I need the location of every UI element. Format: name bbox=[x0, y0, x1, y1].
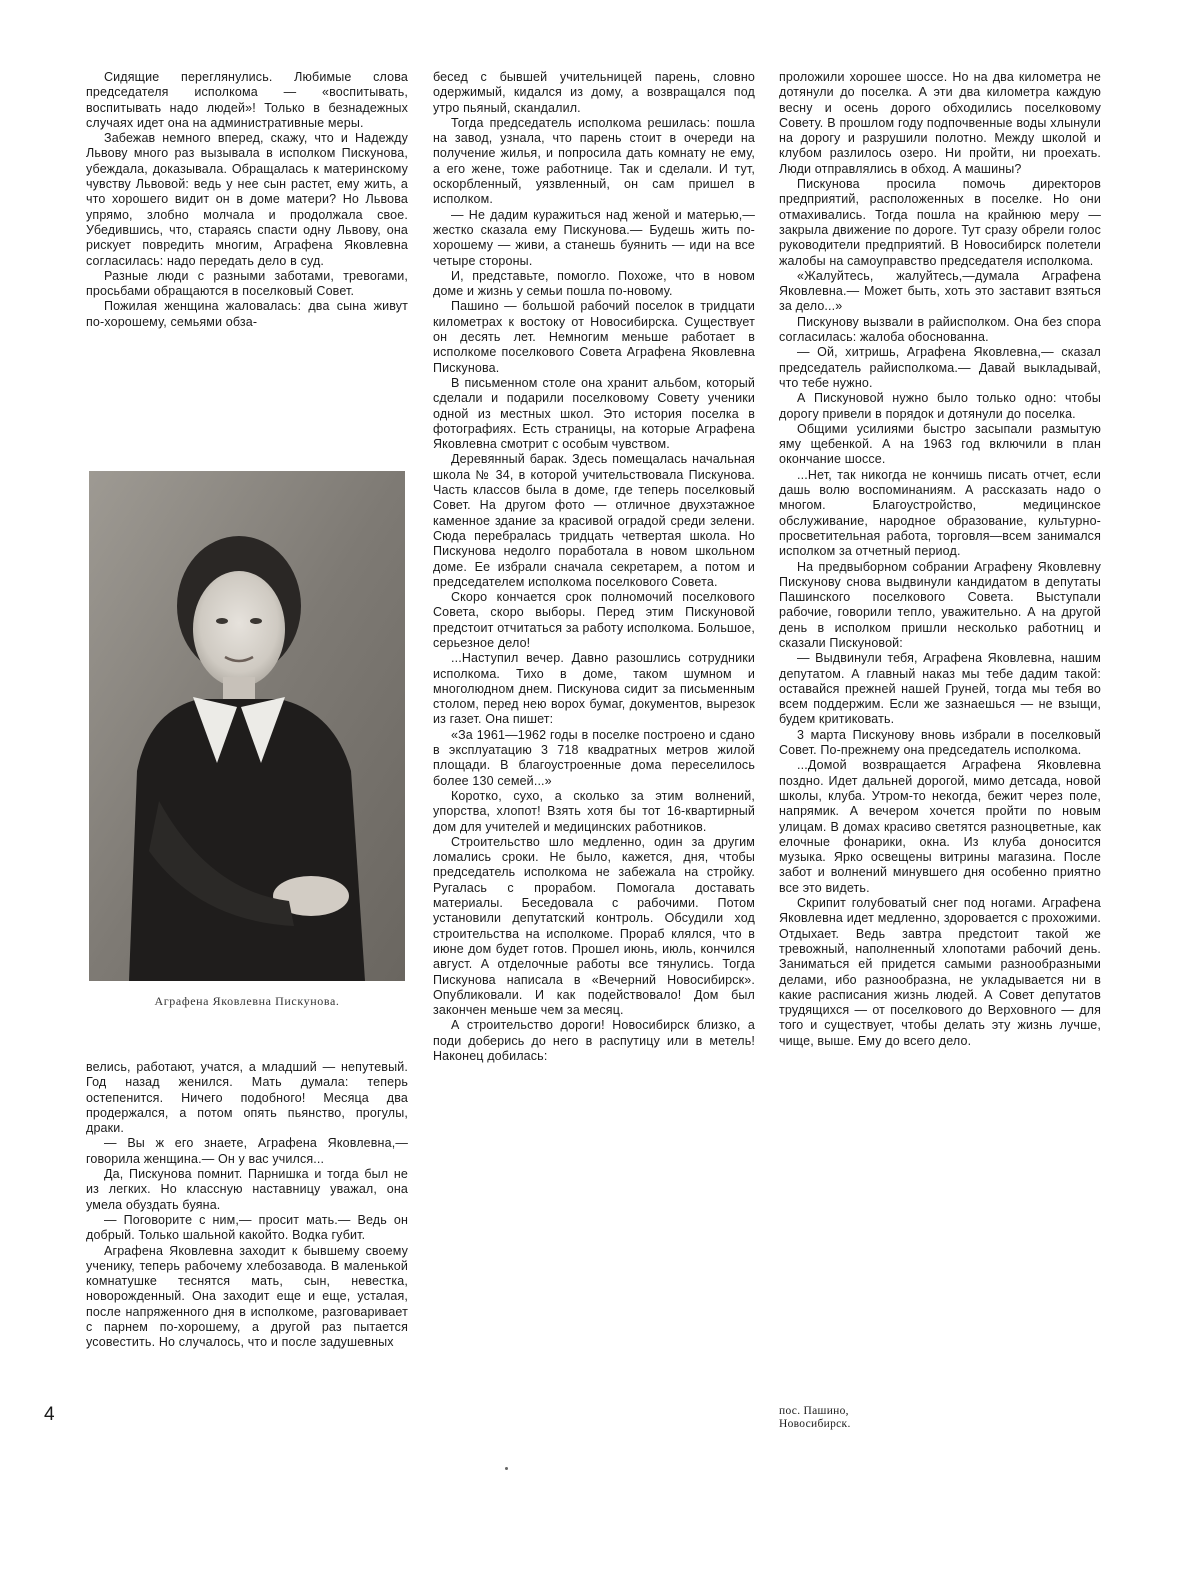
paragraph: — Не дадим куражиться над женой и матерью,— жестко сказала ему Пискунова.— Будешь жить по-хорошему — живи, а станешь буянить — иди на все четыре стороны. bbox=[433, 207, 755, 268]
paragraph: Да, Пискунова помнит. Парнишка и тогда был не из легких. Но классную наставницу уважал, она умела обуздать буяна. bbox=[86, 1167, 408, 1212]
paragraph: «За 1961—1962 годы в поселке построено и сдано в эксплуатацию 3 718 квадратных метров жилой площади. В благоустроенные дома переселилось более 130 семей...» bbox=[433, 727, 755, 788]
signature-line: пос. Пашино, bbox=[779, 1405, 849, 1417]
paragraph: Пискунову вызвали в райисполком. Она без спора согласилась: жалоба обоснованна. bbox=[779, 314, 1101, 345]
paragraph: Пожилая женщина жаловалась: два сына живут по-хорошему, семьями обза- bbox=[86, 299, 408, 329]
paragraph: велись, работают, учатся, а младший — непутевый. Год назад женился. Мать думала: теперь остепенится. Ничего подобного! Месяца два продержался, а потом опять пьянство, прогулы, драки. bbox=[86, 1060, 408, 1136]
portrait-photo bbox=[89, 471, 405, 981]
paragraph: бесед с бывшей учительницей парень, словно одержимый, кидался из дому, а возвращался под утро пьяный, скандалил. bbox=[433, 70, 755, 115]
column-1-bottom bbox=[86, 1060, 408, 1351]
paragraph: ...Наступил вечер. Давно разошлись сотрудники исполкома. Тихо в доме, таком шумном и многолюдном днем. Пискунова сидит за письменным столом, перед нею ворох бумаг, документов, вырезок из газет. Она пишет: bbox=[433, 651, 755, 727]
paragraph: — Вы ж его знаете, Аграфена Яковлевна,— говорила женщина.— Он у вас учился... bbox=[86, 1136, 408, 1166]
paragraph: Аграфена Яковлевна заходит к бывшему своему ученику, теперь рабочему хлебозавода. В маленькой комнатушке теснятся мать, сын, невестка, новорожденный. Она заходит еще и еще, усталая, после напряженного дня в исполкоме, разговаривает с парнем по-хорошему, а другой раз пытается усовестить. Но случалось, что и после задушевных bbox=[86, 1243, 408, 1350]
paragraph: проложили хорошее шоссе. Но на два километра не дотянули до поселка. А эти два километра каждую весну и осень дорого обходились поселковому Совету. В прошлом году подпочвенные воды хлынули на дорогу и разрушили полотно. Между школой и клубом разлилось озеро. Ни пройти, ни проехать. Люди отправлялись в обход. А машины? bbox=[779, 70, 1101, 176]
paragraph: И, представьте, помогло. Похоже, что в новом доме и жизнь у семьи пошла по-новому. bbox=[433, 268, 755, 299]
paragraph: — Ой, хитришь, Аграфена Яковлевна,— сказал председатель райисполкома.— Давай выкладывай, что тебе нужно. bbox=[779, 345, 1101, 390]
paragraph: Деревянный барак. Здесь помещалась начальная школа № 34, в которой учительствовала Пискунова. Часть классов была в доме, где теперь поселковый Совет. На другом фото — отличное двухэтажное каменное здание за красивой оградой среди зелени. Сюда перебралась тридцать четвертая школа. Но Пискунова недолго поработала в новом школьном доме. Ее избрали сначала секретарем, а потом и председателем исполкома поселкового Совета. bbox=[433, 452, 755, 589]
paragraph: Разные люди с разными заботами, тревогами, просьбами обращаются в поселковый Совет. bbox=[86, 268, 408, 299]
location-signature bbox=[779, 1405, 851, 1431]
paragraph: Коротко, сухо, а сколько за этим волнений, упорства, хлопот! Взять хотя бы тот 16-квартирный дом для учителей и медицинских работников. bbox=[433, 788, 755, 834]
column-1-top bbox=[86, 70, 408, 330]
paragraph: В письменном столе она хранит альбом, который сделали и подарили поселковому Совету ученики одной из местных школ. Это история поселка в фотографиях. Есть страницы, на которые Аграфена Яковлевна смотрит с особым чувством. bbox=[433, 375, 755, 452]
paragraph: 3 марта Пискунову вновь избрали в поселковый Совет. По-прежнему она председатель исполкома. bbox=[779, 727, 1101, 758]
print-speck bbox=[505, 1467, 508, 1470]
paragraph: Тогда председатель исполкома решилась: пошла на завод, узнала, что парень стоит в очереди на получение жилья, и попросила дать комнату не ему, а его жене, тоже работнице. Так и сделали. И тут, оскорбленный, уязвленный, он сам пришел в исполком. bbox=[433, 115, 755, 207]
paragraph: — Поговорите с ним,— просит мать.— Ведь он добрый. Только шальной какойто. Водка губит. bbox=[86, 1212, 408, 1243]
paragraph: Общими усилиями быстро засыпали размытую яму щебенкой. А на 1963 год включили в план окончание шоссе. bbox=[779, 421, 1101, 467]
column-2 bbox=[433, 70, 755, 1064]
paragraph: ...Нет, так никогда не кончишь писать отчет, если дашь волю воспоминаниям. А рассказать надо о многом. Благоустройство, медицинское обслуживание, народное образование, культурно-просветительная работа, торговля—всем занимался исполком за отчетный период. bbox=[779, 467, 1101, 559]
paragraph: Сидящие переглянулись. Любимые слова председателя исполкома — «воспитывать, воспитывать надо людей»! Только в безнадежных случаях идет она на административные меры. bbox=[86, 70, 408, 130]
paragraph: А Пискуновой нужно было только одно: чтобы дорогу привели в порядок и дотянули до поселка. bbox=[779, 391, 1101, 421]
paragraph: Забежав немного вперед, скажу, что и Надежду Львову много раз вызывала в исполком Пискунова, убеждала, доказывала. Обращалась к материнскому чувству Львовой: ведь у нее сын растет, ему жить, а что хорошего видит он в доме матери? Но Львова упрямо, злобно молчала и продолжала свое. Убедившись, что, стараясь спасти одну Львову, она рискует повредить многим, Аграфена Яковлевна согласилась: надо передать дело в суд. bbox=[86, 131, 408, 268]
paragraph: Скоро кончается срок полномочий поселкового Совета, скоро выборы. Перед этим Пискуновой предстоит отчитаться за работу исполкома. Большое, серьезное дело! bbox=[433, 590, 755, 650]
paragraph: Пашино — большой рабочий поселок в тридцати километрах к востоку от Новосибирска. Существует он десять лет. Немногим меньше работает в исполкоме поселкового Совета Аграфена Яковлевна Пискунова. bbox=[433, 299, 755, 375]
signature-line: Новосибирск. bbox=[779, 1418, 851, 1430]
paragraph: Скрипит голубоватый снег под ногами. Аграфена Яковлевна идет медленно, здоровается с прохожими. Отдыхает. Ведь завтра предстоит такой же тревожный, наполненный хлопотами рабочий день. Заниматься ей придется самыми разнообразными делами, ибо разнообразна, не укладывается ни в какие расписания жизнь людей. А Совет депутатов трудящихся — от поселкового до Верховного — для того и существует, чтобы делать эту жизнь лучше, чище, выше. Ему до всего дело. bbox=[779, 896, 1101, 1048]
paragraph: На предвыборном собрании Аграфену Яковлевну Пискунову снова выдвинули кандидатом в депутаты Пашинского поселкового Совета. Выступали рабочие, говорили тепло, уважительно. А на другой день в исполком пришли несколько работниц и сказали Пискуновой: bbox=[779, 559, 1101, 650]
paragraph: ...Домой возвращается Аграфена Яковлевна поздно. Идет дальней дорогой, мимо детсада, новой школы, клуба. Утром-то некогда, бежит через поле, напрямик. А вечером хочется пройти по новым улицам. В домах красиво светятся разноцветные, как елочные фонарики, окна. Из клуба доносится музыка. Ярко освещены витрины магазина. После забот и волнений минувшего дня особенно приятно все это видеть. bbox=[779, 758, 1101, 895]
portrait-image bbox=[89, 471, 405, 981]
column-3 bbox=[779, 70, 1101, 1049]
page-number: 4 bbox=[44, 1404, 55, 1425]
photo-caption: Аграфена Яковлевна Пискунова. bbox=[154, 994, 340, 1008]
paragraph: — Выдвинули тебя, Аграфена Яковлевна, нашим депутатом. А главный наказ мы тебе дадим такой: оставайся прежней нашей Груней, тогда мы тебя во всем поддержим. Если же зазнаешься — не взыщи, будем критиковать. bbox=[779, 651, 1101, 727]
paragraph: Строительство шло медленно, один за другим ломались сроки. Не было, кажется, дня, чтобы председатель исполкома не забежала на стройку. Ругалась с прорабом. Помогала доставать материалы. Беседовала с рабочими. Потом установили депутатский контроль. Обсудили ход строительства на исполкоме. Прораб клялся, что в июне дом будет готов. Прошел июнь, июль, кончился август. А отделочные работы все тянулись. Тогда Пискунова написала в «Вечерний Новосибирск». Опубликовали. И как подействовало! Дом был закончен меньше чем за месяц. bbox=[433, 834, 755, 1018]
paragraph: А строительство дороги! Новосибирск близко, а поди доберись до него в распутицу или в метель! Наконец добилась: bbox=[433, 1018, 755, 1063]
paragraph: «Жалуйтесь, жалуйтесь,—думала Аграфена Яковлевна.— Может быть, хоть это заставит взяться за дело...» bbox=[779, 268, 1101, 314]
paragraph: Пискунова просила помочь директоров предприятий, расположенных в поселке. Но они отмахивались. Тогда пошла на крайнюю меру — закрыла движение по дороге. Тут сразу обрели голос руководители предприятий. В Новосибирск полетели жалобы на самоуправство председателя исполкома. bbox=[779, 177, 1101, 268]
